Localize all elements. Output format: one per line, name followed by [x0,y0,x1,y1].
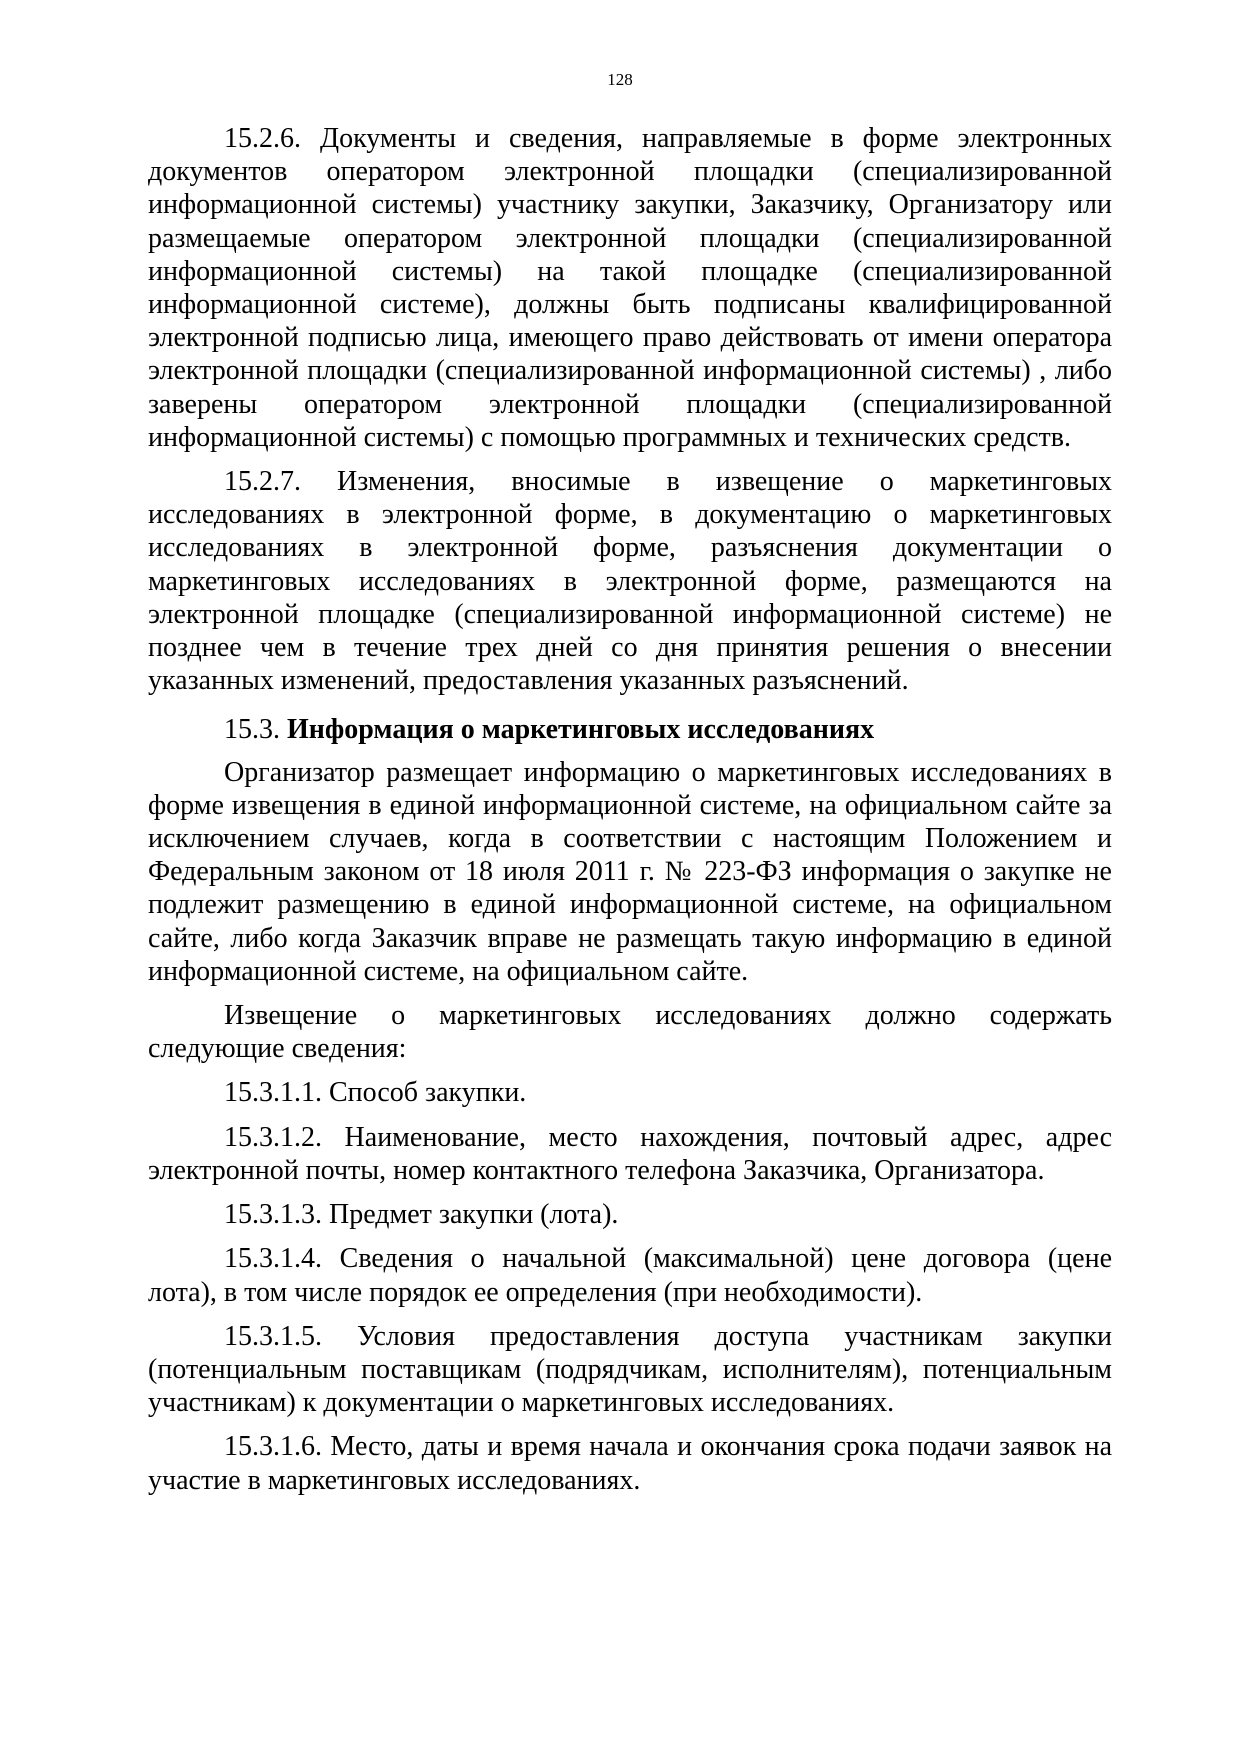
clause-number: 15.2.6. [224,123,301,154]
clause-text: Сведения о начальной (максимальной) цене договора (цене лота), в том числе порядок ее определения (при необходимости). [148,1243,1113,1308]
document-body [148,122,1112,1497]
clause-number: 15.3.1.5. [224,1320,322,1352]
section-number: 15.3. [224,714,280,746]
clause-text: Предмет закупки (лота). [329,1199,619,1231]
section-title: Информация о маркетинговых исследованиях [287,714,875,746]
section-heading-15-3 [148,713,1112,746]
clause-15-3-1-6 [148,1430,1112,1496]
clause-15-3-1-4 [148,1242,1112,1308]
clause-number: 15.3.1.3. [224,1199,322,1231]
clause-15-3-1-2 [148,1121,1112,1187]
paragraph-text: Извещение о маркетинговых исследованиях должно содержать следующие сведения: [148,1000,1112,1065]
clause-text: Место, даты и время начала и окончания срока подачи заявок на участие в маркетинговых исследованиях. [148,1431,1113,1496]
paragraph-notice [148,999,1112,1065]
clause-number: 15.2.7. [224,466,301,498]
clause-15-3-1-5 [148,1320,1112,1420]
clause-text: Документы и сведения, направляемые в форме электронных документов оператором электронной площадки (специализированной информационной системы) участнику закупки, Заказчику, Организатору или размещаемые оператором электронной площадки (специализированной информационной системы) на такой площадке (специализированной информационной системе), должны быть подписаны квалифицированной электронной подписью лица, имеющего право действовать от имени оператора электронной площадки (специализированной информационной системы) , либо заверены оператором электронной площадки (специализированной информационной системы) с помощью программных и технических средств. [148,123,1113,453]
clause-number: 15.3.1.2. [224,1121,322,1153]
paragraph-organizer [148,756,1112,988]
clause-text: Изменения, вносимые в извещение о маркетинговых исследованиях в электронной форме, в документацию о маркетинговых исследованиях в электронной форме, разъяснения документации о маркетинговых исследованиях в электронной форме, размещаются на электронной площадке (специализированной информационной системе) не позднее чем в течение трех дней со дня принятия решения о внесении указанных изменений, предоставления указанных разъяснений. [148,466,1113,697]
clause-15-3-1-1 [148,1076,1112,1109]
clause-text: Способ закупки. [329,1077,527,1109]
clause-15-3-1-3 [148,1198,1112,1231]
clause-number: 15.3.1.6. [224,1431,322,1463]
paragraph-text: Организатор размещает информацию о маркетинговых исследованиях в форме извещения в единой информационной системе, на официальном сайте за исключением случаев, когда в соответствии с настоящим Положением и Федеральным законом от 18 июля 2011 г. № 223-ФЗ информация о закупке не подлежит размещению в единой информационной системе, на официальном сайте, либо когда Заказчик вправе не размещать такую информацию в единой информационной системе, на официальном сайте. [148,756,1112,987]
clause-number: 15.3.1.1. [224,1077,322,1109]
clause-number: 15.3.1.4. [224,1243,322,1275]
clause-text: Наименование, место нахождения, почтовый адрес, адрес электронной почты, номер контактного телефона Заказчика, Организатора. [148,1121,1113,1186]
clause-15-2-6 [148,122,1112,454]
clause-text: Условия предоставления доступа участникам закупки (потенциальным поставщикам (подрядчикам, исполнителям), потенциальным участникам) к документации о маркетинговых исследованиях. [148,1320,1112,1419]
clause-15-2-7 [148,465,1112,697]
page-number: 128 [607,70,633,89]
